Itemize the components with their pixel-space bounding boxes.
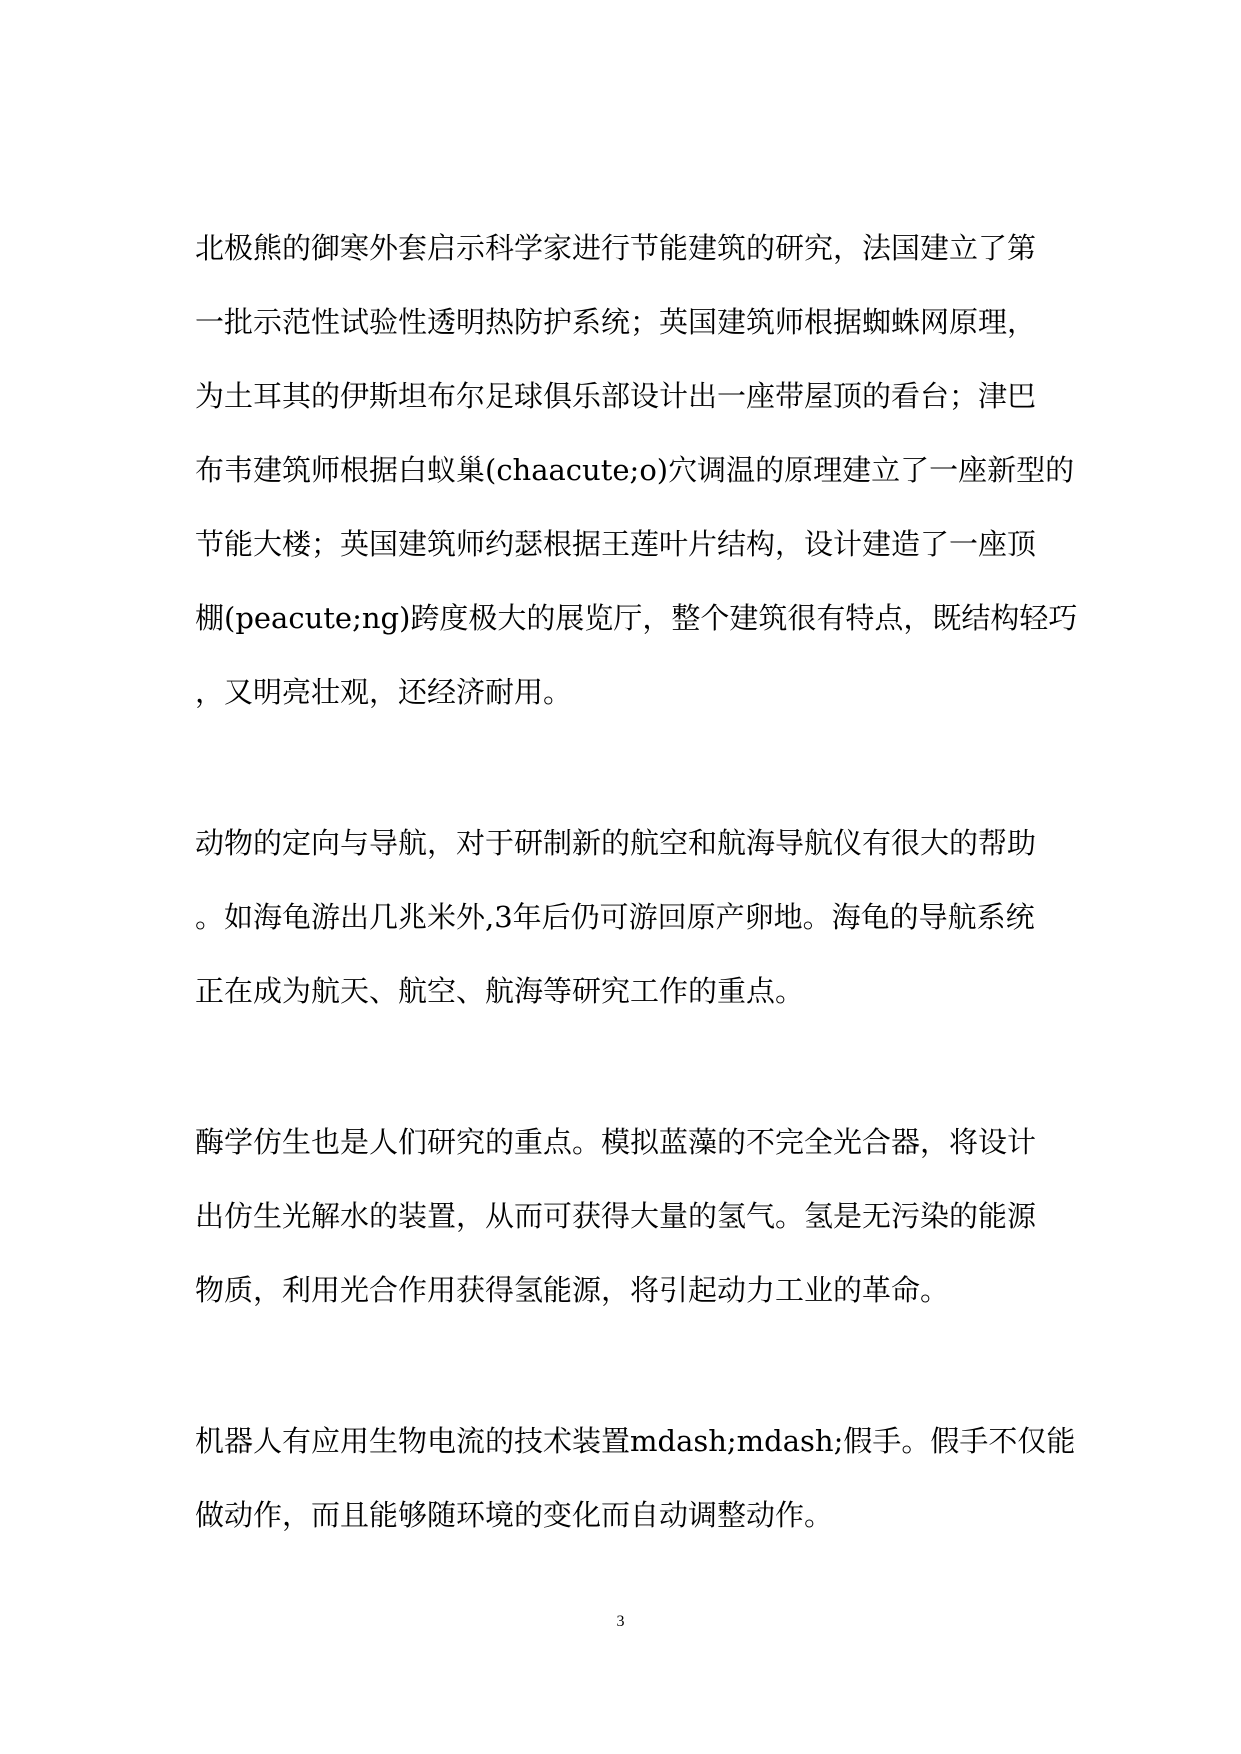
text-line: 动物的定向与导航，对于研制新的航空和航海导航仪有很大的帮助 bbox=[195, 826, 1037, 860]
text-line: 布韦建筑师根据白蚁巢(chaacute;o)穴调温的原理建立了一座新型的 bbox=[195, 453, 1075, 487]
text-line: 机器人有应用生物电流的技术装置mdash;mdash;假手。假手不仅能 bbox=[195, 1424, 1076, 1458]
text-line: 棚(peacute;ng)跨度极大的展览厅，整个建筑很有特点，既结构轻巧 bbox=[195, 601, 1078, 635]
text-line: 北极熊的御寒外套启示科学家进行节能建筑的研究，法国建立了第 bbox=[195, 231, 1037, 265]
text-line: 做动作，而且能够随环境的变化而自动调整动作。 bbox=[195, 1498, 834, 1532]
text-line: 一批示范性试验性透明热防护系统；英国建筑师根据蜘蛛网原理， bbox=[195, 305, 1037, 339]
text-line: 酶学仿生也是人们研究的重点。模拟蓝藻的不完全光合器，将设计 bbox=[195, 1125, 1037, 1159]
page-number: 3 bbox=[616, 1613, 625, 1630]
text-line: 为土耳其的伊斯坦布尔足球俱乐部设计出一座带屋顶的看台；津巴 bbox=[195, 379, 1037, 413]
text-line: 节能大楼；英国建筑师约瑟根据王莲叶片结构，设计建造了一座顶 bbox=[195, 527, 1037, 561]
text-line: ，又明亮壮观，还经济耐用。 bbox=[195, 675, 573, 709]
text-line: 物质，利用光合作用获得氢能源，将引起动力工业的革命。 bbox=[195, 1273, 950, 1307]
text-line: 出仿生光解水的装置，从而可获得大量的氢气。氢是无污染的能源 bbox=[195, 1199, 1037, 1233]
text-line: 正在成为航天、航空、航海等研究工作的重点。 bbox=[195, 974, 805, 1008]
text-line: 。如海龟游出几兆米外,3年后仍可游回原产卵地。海龟的导航系统 bbox=[195, 900, 1035, 934]
